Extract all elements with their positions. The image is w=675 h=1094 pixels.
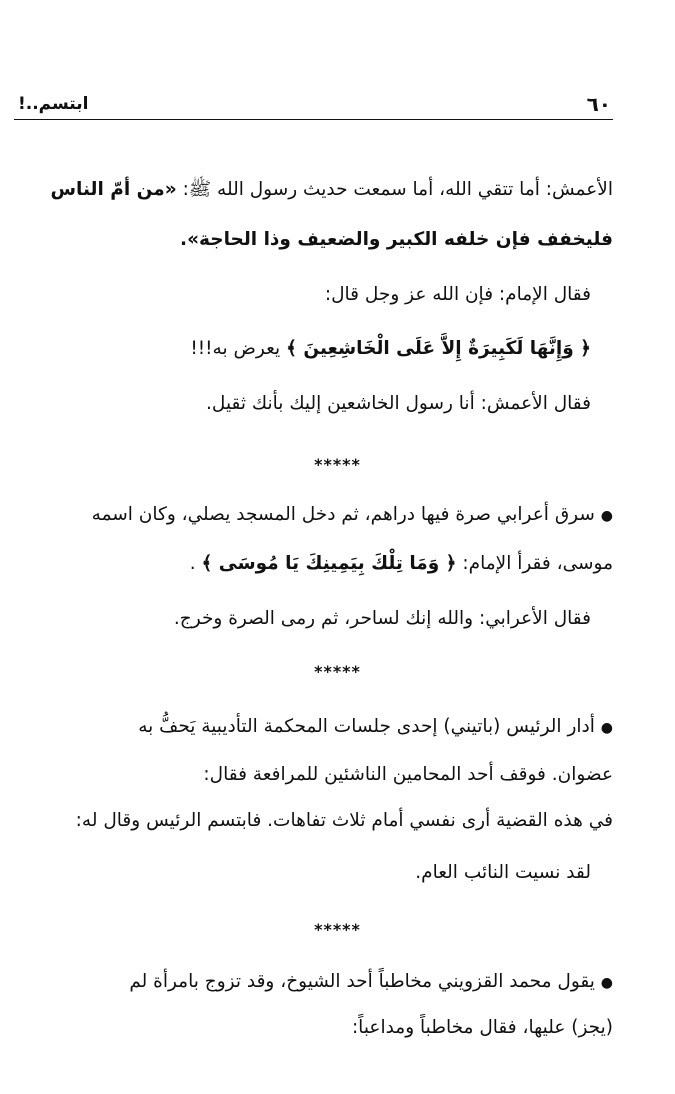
text-line — [138, 712, 613, 743]
bullet-icon: ● — [600, 508, 613, 524]
bullet-icon: ● — [600, 720, 613, 736]
page-number: ٦٠ — [586, 92, 611, 116]
text-line: فقال الأعمش: أنا رسول الخاشعين إليك بأنك ثقيل. — [206, 393, 591, 414]
text-segment: سرق أعرابي صرة فيها دراهم، ثم دخل المسجد يصلي، وكان اسمه — [91, 504, 595, 525]
bullet-icon: ● — [600, 975, 613, 991]
section-separator: ***** — [314, 920, 361, 939]
text-line — [92, 500, 613, 531]
running-header — [18, 92, 611, 116]
text-line: في هذه القضية أرى نفسي أمام ثلاث تفاهات. فابتسم الرئيس وقال له: — [75, 810, 613, 831]
text-line: لقد نسيت النائب العام. — [415, 862, 591, 883]
quran-verse: ﴿ وَمَا تِلْكَ بِيَمِينِكَ يَا مُوسَى ﴾ — [201, 553, 457, 574]
text-segment: الأعمش: أما تتقي الله، أما سمعت حديث رسول الله ﷺ: — [182, 179, 613, 200]
text-line — [129, 967, 613, 998]
text-segment: . — [189, 553, 196, 574]
section-separator: ***** — [314, 455, 361, 474]
book-title: ابتسم..! — [18, 94, 89, 114]
text-line: فقال الإمام: فإن الله عز وجل قال: — [324, 284, 591, 305]
section-separator: ***** — [314, 662, 361, 681]
text-segment: يعرض به!!! — [190, 338, 281, 359]
text-line: عضوان. فوقف أحد المحامين الناشئين للمرافعة فقال: — [203, 764, 613, 785]
hadith-quote-line: فليخفف فإن خلفه الكبير والضعيف وذا الحاجة». — [180, 229, 613, 250]
text-segment: أدار الرئيس (باتيني) إحدى جلسات المحكمة التأديبية يَحفُّ به — [138, 716, 595, 737]
hadith-quote: «من أمّ الناس — [50, 179, 177, 200]
text-line — [190, 549, 613, 578]
text-line — [190, 334, 591, 363]
quran-verse: ﴿ وَإِنَّهَا لَكَبِيرَةٌ إِلاَّ عَلَى الْخَاشِعِينَ ﴾ — [286, 338, 591, 359]
text-line — [51, 175, 613, 204]
header-rule — [14, 119, 613, 120]
text-segment: موسى، فقرأ الإمام: — [462, 553, 613, 574]
text-line: (يجز) عليها، فقال مخاطباً ومداعباً: — [351, 1017, 613, 1038]
text-segment: يقول محمد القزويني مخاطباً أحد الشيوخ، وقد تزوج بامرأة لم — [129, 971, 595, 992]
text-line: فقال الأعرابي: والله إنك لساحر، ثم رمى الصرة وخرج. — [173, 608, 591, 629]
